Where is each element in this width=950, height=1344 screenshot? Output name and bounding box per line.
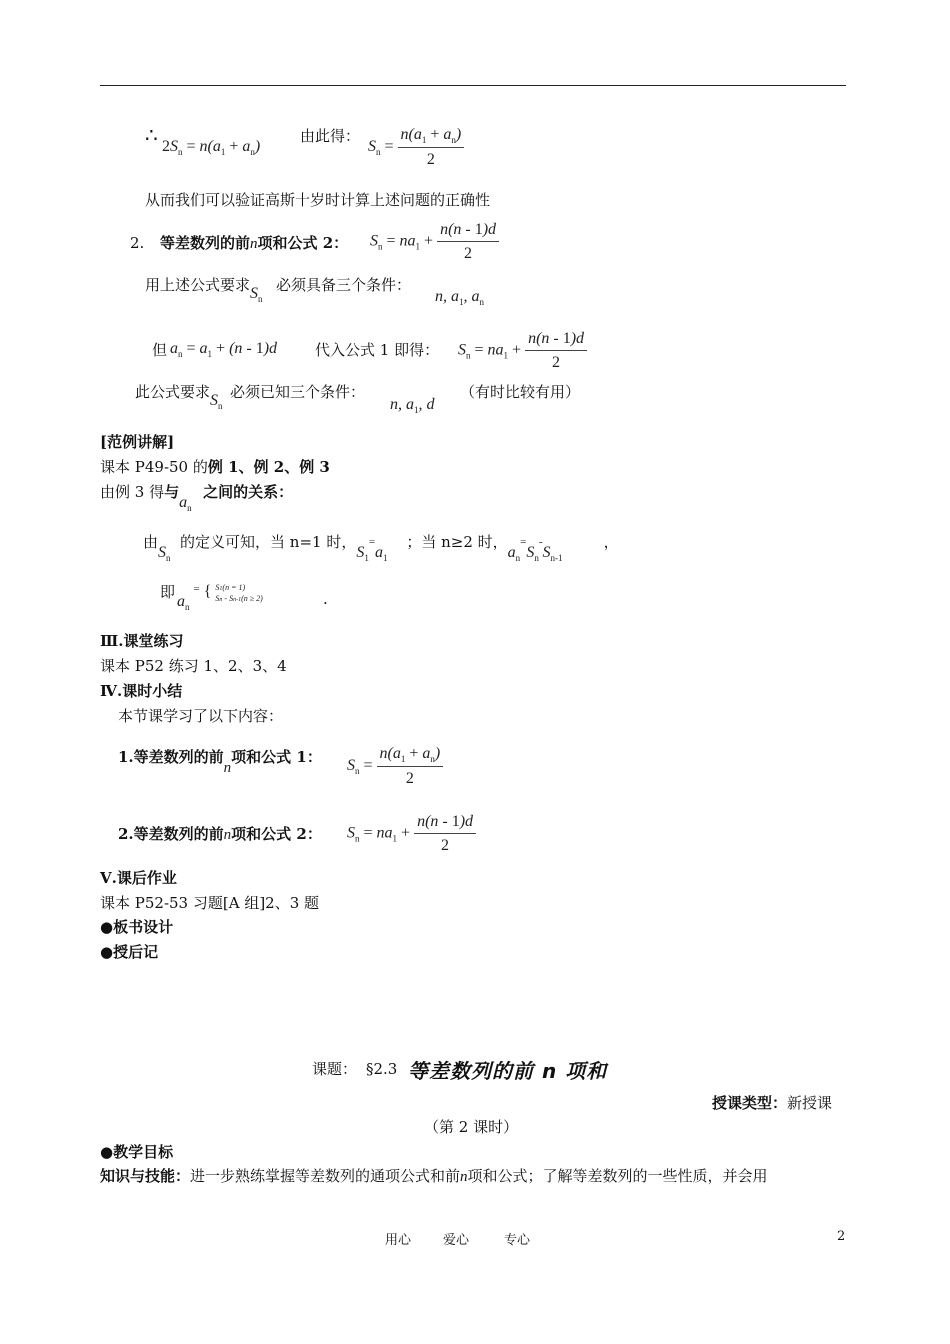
formula-2sn: $2S_n = n(a_1 + a_n)$ (162, 138, 261, 157)
therefore-symbol: ∴ (145, 123, 158, 147)
piecewise-an: $a_n$ = { S1(n = 1) Sn - Sn-1(n ≥ 2) (177, 583, 263, 612)
hence-text: 由此得： (300, 127, 361, 145)
header-rule (100, 85, 846, 86)
useful-note: （有时比较有用） (460, 383, 581, 401)
lesson-type: 授课类型：新授课 (712, 1094, 833, 1112)
formula-sn-3: $S_n = na_1$ + $\frac{n(n - 1)d}{2}$ (458, 330, 587, 372)
footer-yongxin: 用心 (385, 1233, 412, 1248)
lesson-section-number: §2.3 (366, 1060, 398, 1078)
conditions-n-a1-an: n, $a_1$, $a_n$ (435, 288, 484, 307)
bullet-after-notes: ●授后记 (100, 943, 159, 961)
knowledge-skills-line: 知识与技能：进一步熟练掌握等差数列的通项公式和前n项和公式；了解等差数列的一些性质，并会用 (100, 1167, 768, 1185)
summary-formula-2: $S_n = na_1$ + $\frac{n(n - 1)d}{2}$ (347, 813, 476, 855)
requirement-text-2: 此公式要求$S_n$必须已知三个条件： (135, 383, 366, 411)
bullet-board-design: ●板书设计 (100, 918, 174, 936)
section-3-body: 课本 P52 练习 1、2、3、4 (100, 657, 287, 675)
substitute-text: 代入公式 1 即得： (315, 341, 440, 359)
ji-text: 即 (160, 583, 176, 601)
period: . (323, 590, 328, 608)
footer-zhuanxin: 专心 (504, 1233, 531, 1248)
summary-1-label: 1.等差数列的前n项和公式 1： (118, 748, 322, 776)
but-text: 但 (152, 341, 168, 359)
summary-2-label: 2.等差数列的前n项和公式 2： (118, 825, 322, 843)
page-number: 2 (837, 1229, 846, 1244)
section-5-heading: Ⅴ.课后作业 (100, 869, 177, 887)
examples-line-1: 课本 P49-50 的例 1、例 2、例 3 (100, 458, 330, 476)
section-4-heading: Ⅳ.课时小结 (100, 682, 183, 700)
lesson-title: 等差数列的前 n 项和 (408, 1059, 608, 1083)
section-3-heading: Ⅲ.课堂练习 (100, 632, 184, 650)
examples-line-2: 由例 3 得与$a_n$之间的关系： (100, 483, 294, 513)
formula2-heading: 等差数列的前n项和公式 2： (160, 234, 349, 252)
formula-sn-2: $S_n = na_1$ + $\frac{n(n - 1)d}{2}$ (370, 221, 499, 263)
formula-an: $a_n = a_1 + (n - 1)d$ (170, 340, 278, 359)
section-5-body: 课本 P52-53 习题[A 组]2、3 题 (100, 894, 320, 912)
formula-sn-1: $S_n$ = $\frac{n(a_1 + a_n)}{2}$ (368, 126, 464, 169)
examples-heading: [范例讲解] (100, 433, 175, 451)
teaching-goals-heading: ●教学目标 (100, 1143, 174, 1161)
lesson-period: （第 2 课时） (424, 1118, 519, 1136)
summary-formula-1: $S_n$ = $\frac{n(a_1 + a_n)}{2}$ (347, 745, 443, 788)
gauss-verify-text: 从而我们可以验证高斯十岁时计算上述问题的正确性 (145, 191, 491, 209)
conditions-n-a1-d: n, $a_1$, d (390, 396, 435, 415)
footer-aixin: 爱心 (443, 1233, 470, 1248)
definition-line: 由$S_n$的定义可知，当 n=1 时，$S_1^=a_1$；当 n≥2 时，$a_n^=S_n^-S_{n-1}$， (143, 533, 619, 563)
requirement-text-1: 用上述公式要求$S_n$必须具备三个条件： (145, 276, 412, 304)
item-number-2: 2. (130, 234, 145, 252)
lesson-title-label: 课题： (312, 1060, 358, 1078)
section-4-body: 本节课学习了以下内容： (118, 707, 284, 725)
